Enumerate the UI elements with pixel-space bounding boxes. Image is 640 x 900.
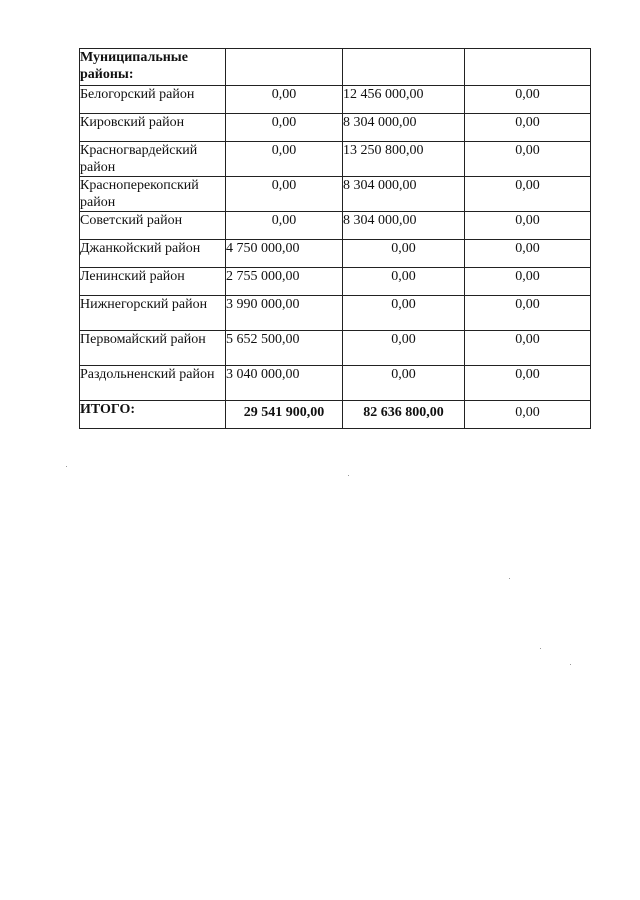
table-row (80, 331, 591, 366)
value-cell: 0,00 (226, 86, 343, 114)
district-name: Раздольненский район (80, 366, 226, 401)
value-cell: 0,00 (465, 86, 591, 114)
value-cell: 4 750 000,00 (226, 240, 343, 268)
value-cell: 0,00 (465, 142, 591, 177)
table-header-row (80, 49, 591, 86)
value-cell: 8 304 000,00 (343, 177, 465, 212)
value-cell: 5 652 500,00 (226, 331, 343, 366)
value-cell: 0,00 (465, 331, 591, 366)
district-name: Кировский район (80, 114, 226, 142)
value-cell: 0,00 (465, 212, 591, 240)
value-cell: 0,00 (465, 268, 591, 296)
table-row (80, 366, 591, 401)
value-cell: 0,00 (343, 240, 465, 268)
value-cell: 3 990 000,00 (226, 296, 343, 331)
scan-speck (540, 648, 541, 649)
district-name: Белогорский район (80, 86, 226, 114)
scan-speck (348, 475, 349, 476)
value-cell: 8 304 000,00 (343, 114, 465, 142)
value-cell: 12 456 000,00 (343, 86, 465, 114)
value-cell: 3 040 000,00 (226, 366, 343, 401)
table-row (80, 142, 591, 177)
value-cell: 0,00 (343, 366, 465, 401)
value-cell: 0,00 (343, 296, 465, 331)
total-value: 29 541 900,00 (226, 401, 343, 429)
value-cell: 0,00 (226, 177, 343, 212)
table-row (80, 177, 591, 212)
district-name: Первомайский район (80, 331, 226, 366)
header-cell (465, 49, 591, 86)
allocation-table (79, 48, 591, 429)
value-cell: 0,00 (465, 240, 591, 268)
district-name: Советский район (80, 212, 226, 240)
table-total-row (80, 401, 591, 429)
table-row (80, 296, 591, 331)
value-cell: 0,00 (465, 177, 591, 212)
scan-speck (509, 578, 510, 579)
table-row (80, 86, 591, 114)
value-cell: 0,00 (465, 366, 591, 401)
value-cell: 0,00 (226, 142, 343, 177)
district-name: Джанкойский район (80, 240, 226, 268)
value-cell: 0,00 (226, 212, 343, 240)
value-cell: 0,00 (343, 331, 465, 366)
value-cell: 2 755 000,00 (226, 268, 343, 296)
value-cell: 8 304 000,00 (343, 212, 465, 240)
value-cell: 13 250 800,00 (343, 142, 465, 177)
value-cell: 0,00 (226, 114, 343, 142)
table-row (80, 212, 591, 240)
header-cell (343, 49, 465, 86)
total-label: ИТОГО: (80, 401, 226, 429)
value-cell: 0,00 (465, 114, 591, 142)
table-row (80, 114, 591, 142)
district-name: Ленинский район (80, 268, 226, 296)
scan-speck (570, 664, 571, 665)
value-cell: 0,00 (465, 296, 591, 331)
scan-speck (66, 466, 67, 467)
total-value: 0,00 (465, 401, 591, 429)
table-row (80, 268, 591, 296)
district-name: Нижнегорский район (80, 296, 226, 331)
district-name: Красногвардейский район (80, 142, 226, 177)
district-name: Красноперекопский район (80, 177, 226, 212)
table-row (80, 240, 591, 268)
header-cell (226, 49, 343, 86)
total-value: 82 636 800,00 (343, 401, 465, 429)
section-title: Муниципальные районы: (80, 49, 226, 86)
value-cell: 0,00 (343, 268, 465, 296)
